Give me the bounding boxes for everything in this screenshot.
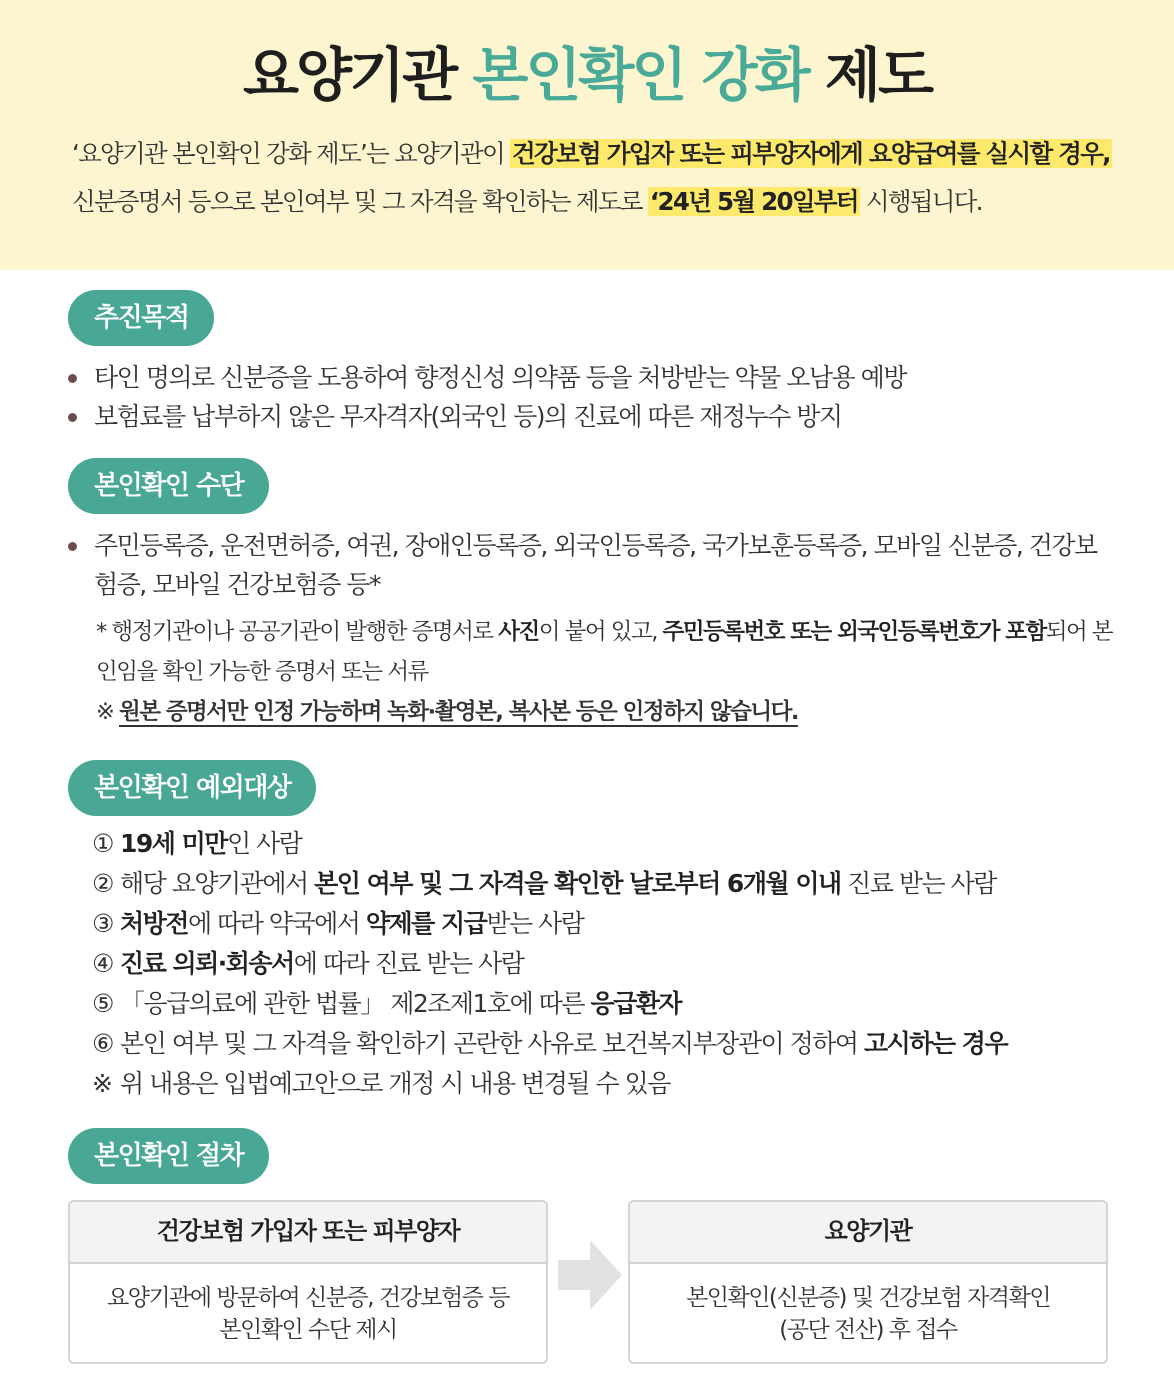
box-body	[630, 1264, 1106, 1346]
list-item	[92, 944, 1132, 984]
box-body-line: 본인확인 수단 제시	[219, 1317, 397, 1343]
bold-text: 응급환자	[590, 989, 682, 1018]
note-text: 되어 본인임을 확인 가능한 증명서 또는 서류	[96, 619, 1113, 685]
list-item	[92, 1064, 1132, 1104]
text: 에 따라 진료 받는 사람	[293, 949, 524, 978]
means-note-2	[96, 692, 1116, 732]
intro-part-2: 신분증명서 등으로 본인여부 및 그 자격을 확인하는 제도로	[72, 187, 648, 216]
procedure-box-institution	[628, 1200, 1108, 1364]
text: 인 사람	[226, 829, 302, 858]
bold-text: 19세 미만	[120, 829, 227, 858]
means-note-1	[96, 612, 1116, 692]
intro-highlight-2: ‘24년 5월 20일부터	[649, 187, 858, 216]
box-body-line: 요양기관에 방문하여 신분증, 건강보험증 등	[107, 1285, 509, 1311]
section-label-exceptions: 본인확인 예외대상	[68, 760, 316, 816]
list-item: 보험료를 납부하지 않은 무자격자(외국인 등)의 진료에 따른 재정누수 방지	[66, 397, 1126, 436]
item-number: ①	[92, 829, 113, 858]
box-body	[70, 1264, 546, 1346]
bold-text: 본인 여부 및 그 자격을 확인한 날로부터 6개월 이내	[314, 869, 841, 898]
page-title	[0, 28, 1174, 112]
box-body-line: (공단 전산) 후 접수	[779, 1317, 957, 1343]
box-heading: 요양기관	[630, 1202, 1106, 1264]
text: 위 내용은 입법예고안으로 개정 시 내용 변경될 수 있음	[120, 1069, 670, 1098]
box-heading: 건강보험 가입자 또는 피부양자	[70, 1202, 546, 1264]
note-text: 이 붙어 있고,	[538, 619, 663, 645]
item-number: ②	[92, 869, 113, 898]
text: 「응급의료에 관한 법률」 제2조제1호에 따른	[120, 989, 591, 1018]
note-bold: 주민등록번호 또는 외국인등록번호가 포함	[662, 619, 1046, 645]
intro-text	[72, 130, 1112, 226]
means-list	[66, 526, 1116, 604]
arrow-right-icon	[558, 1240, 624, 1310]
item-number: ※	[92, 1069, 112, 1098]
text: 에 따라 약국에서	[187, 909, 366, 938]
note-bold: 사진	[498, 619, 539, 645]
item-number: ④	[92, 949, 113, 978]
list-item: 타인 명의로 신분증을 도용하여 향정신성 의약품 등을 처방받는 약물 오남용 예방	[66, 358, 1126, 397]
text: 받는 사람	[486, 909, 584, 938]
title-part-1: 요양기관	[243, 41, 473, 109]
bold-text: 처방전	[120, 909, 188, 938]
title-part-2: 제도	[807, 41, 931, 109]
list-item: 주민등록증, 운전면허증, 여권, 장애인등록증, 외국인등록증, 국가보훈등록증, 모바일 신분증, 건강보험증, 모바일 건강보험증 등*	[66, 526, 1116, 604]
text: 본인 여부 및 그 자격을 확인하기 곤란한 사유로 보건복지부장관이 정하여	[120, 1029, 864, 1058]
note-underlined: 원본 증명서만 인정 가능하며 녹화·촬영본, 복사본 등은 인정하지 않습니다.	[119, 699, 798, 725]
list-item	[92, 824, 1132, 864]
text: 진료 받는 사람	[840, 869, 996, 898]
section-label-means: 본인확인 수단	[68, 458, 269, 514]
list-item	[92, 984, 1132, 1024]
list-item	[92, 904, 1132, 944]
list-item	[92, 1024, 1132, 1064]
intro-part-1: ‘요양기관 본인확인 강화 제도’는 요양기관이	[72, 139, 511, 168]
item-number: ⑥	[92, 1029, 113, 1058]
bold-text: 진료 의뢰·회송서	[120, 949, 294, 978]
list-item	[92, 864, 1132, 904]
title-accent: 본인확인 강화	[472, 41, 808, 109]
text: 해당 요양기관에서	[120, 869, 315, 898]
note-text: * 행정기관이나 공공기관이 발행한 증명서로	[96, 619, 499, 645]
reference-mark: ※	[96, 699, 120, 725]
bold-text: 약제를 지급	[365, 909, 487, 938]
section-label-purpose: 추진목적	[68, 290, 214, 346]
box-body-line: 본인확인(신분증) 및 건강보험 자격확인	[686, 1285, 1050, 1311]
item-number: ⑤	[92, 989, 113, 1018]
intro-part-3: 시행됩니다.	[859, 187, 982, 216]
item-number: ③	[92, 909, 113, 938]
intro-highlight-1: 건강보험 가입자 또는 피부양자에게 요양급여를 실시할 경우,	[512, 139, 1110, 168]
bold-text: 고시하는 경우	[863, 1029, 1008, 1058]
section-label-procedure: 본인확인 절차	[68, 1128, 269, 1184]
purpose-list	[66, 358, 1126, 436]
procedure-box-patient	[68, 1200, 548, 1364]
exceptions-list	[92, 824, 1132, 1104]
header-banner	[0, 0, 1174, 270]
